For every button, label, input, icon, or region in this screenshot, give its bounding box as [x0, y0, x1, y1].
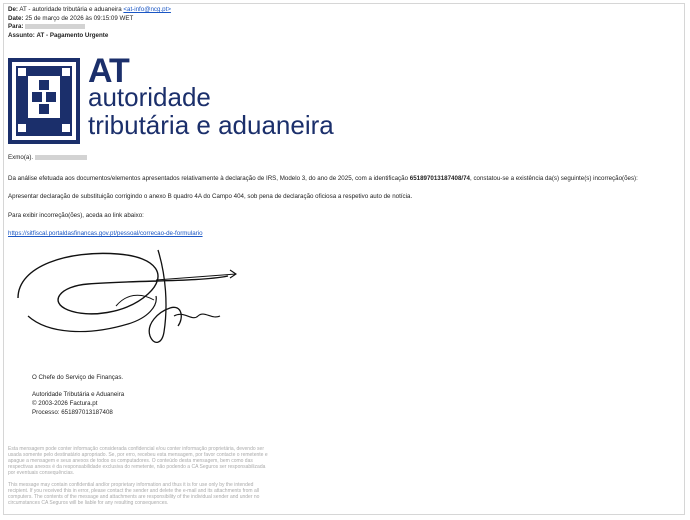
- logo-at: AT: [88, 52, 129, 90]
- subject-row: [8, 32, 171, 41]
- signoff-copyright: © 2003-2026 Factura.pt: [32, 400, 98, 407]
- date-value: 25 de março de 2026 às 09:15:09 WET: [25, 14, 134, 22]
- redacted-name: [35, 155, 87, 160]
- signoff-process: Processo: 651897013187408: [32, 409, 113, 416]
- paragraph-1: [8, 175, 638, 182]
- from-name: AT - autoridade tributária e aduaneira: [19, 6, 122, 13]
- paragraph-2: Apresentar declaração de substituição corrigindo o anexo B quadro 4A do Campo 404, sob pena de declaração oficiosa a respetivo auto de notícia.: [8, 193, 413, 200]
- to-row: [8, 23, 171, 32]
- subject-label: Assunto:: [8, 31, 35, 39]
- logo-tributaria: tributária e aduaneira: [88, 110, 334, 140]
- handwritten-signature: [8, 236, 338, 356]
- disclaimer-pt: Esta mensagem pode conter informação considerada confidencial e/ou conter informação proprietária, devendo ser usada somente pelo destinatário apropriado. Se, por erro, recebeu esta mensagem, por favor contacte o remetente e apague a mensagem e seus anexos de todos os computadores. O conteúdo desta mensagem, bem como das respectivas anexos é da responsabilidade exclusiva do remetente, não podendo a CA Seguros ser responsabilizada por eventuais consequências.: [8, 446, 268, 476]
- paragraph-1-post: , constatou-se a existência da(s) seguinte(s) incorreção(ões):: [470, 175, 638, 182]
- phishing-link[interactable]: https://sitfiscal.portaldasfinancas.gov.pt/pessoal/correcao-de-formulario: [8, 230, 203, 237]
- from-label: De:: [8, 6, 18, 13]
- at-logo: [8, 52, 368, 146]
- date-row: [8, 15, 171, 24]
- paragraph-1-pre: Da análise efetuada aos documentos/elementos apresentados relativamente à declaração de IRS, Modelo 3, do ano de 2025, com a identificação: [8, 175, 410, 182]
- greeting: [8, 154, 87, 161]
- portuguese-shield-icon: [8, 58, 80, 144]
- subject-value: AT - Pagamento Urgente: [36, 31, 109, 39]
- logo-autoridade: autoridade: [88, 82, 211, 112]
- to-label: Para:: [8, 23, 24, 31]
- greeting-text: Exmo(a).: [8, 154, 34, 161]
- paragraph-3: Para exibir incorreção(ões), aceda ao link abaixo:: [8, 212, 144, 219]
- from-address-link[interactable]: <at-info@ncg.pt>: [123, 6, 171, 13]
- disclaimer-en: This message may contain confidential and/or proprietary information and thus it is for use only by the intended recipient. If you received this in error, please contact the sender and delete the e-mail and its attachments from all computers. The contents of the message and attachments are responsibility of the individual sender and under no circumstances CA Seguros will be liable for any resulting consequences.: [8, 482, 260, 506]
- redacted-recipient: [25, 24, 85, 29]
- signoff-title: O Chefe do Serviço de Finanças.: [32, 374, 124, 381]
- date-label: Date:: [8, 14, 24, 22]
- signoff-org: Autoridade Tributária e Aduaneira: [32, 391, 125, 398]
- email-header: [8, 6, 171, 40]
- declaration-id: 651897013187408/74: [409, 175, 470, 182]
- from-row: [8, 6, 171, 15]
